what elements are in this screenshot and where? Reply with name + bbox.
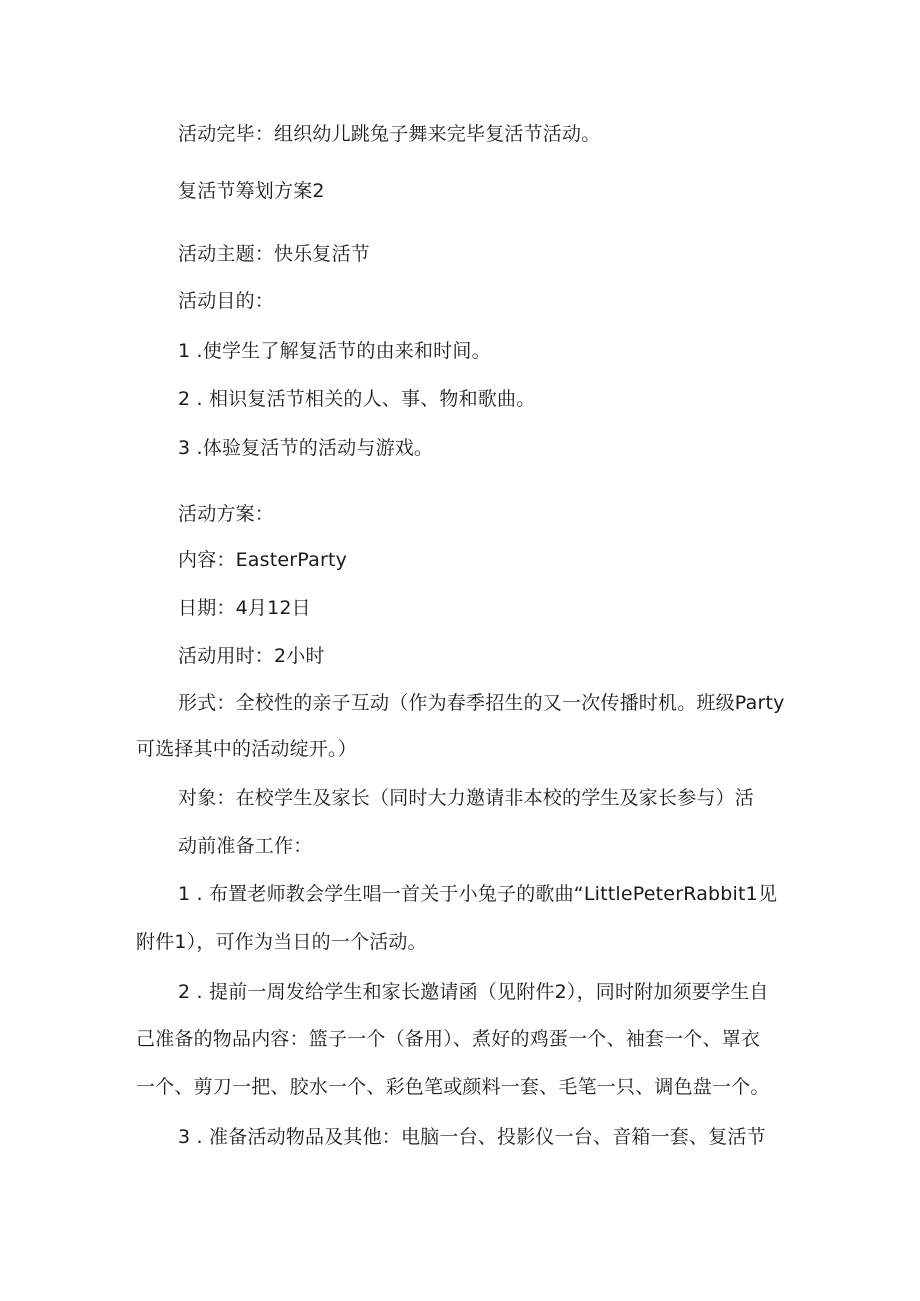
paragraph-activity-theme: 活动主题：快乐复活节 — [178, 243, 371, 265]
list-item-preparation-1-continued: 附件1），可作为当日的一个活动。 — [136, 931, 427, 953]
list-item-goal-3: 3 .体验复活节的活动与游戏。 — [178, 437, 434, 459]
paragraph-activity-goals: 活动目的： — [178, 290, 275, 312]
list-item-goal-1: 1 .使学生了解复活节的由来和时间。 — [178, 340, 491, 362]
paragraph-audience: 对象：在校学生及家长（同时大力邀请非本校的学生及家长参与）活 — [178, 787, 755, 809]
paragraph-content: 内容：EasterParty — [178, 549, 348, 571]
list-item-preparation-3: 3 . 准备活动物品及其他：电脑一台、投影仪一台、音箱一套、复活节 — [178, 1126, 766, 1148]
list-item-goal-2: 2 . 相识复活节相关的人、事、物和歌曲。 — [178, 388, 536, 410]
list-item-preparation-1: 1 . 布置老师教会学生唱一首关于小兔子的歌曲“LittlePeterRabbit1见 — [178, 883, 778, 905]
list-item-preparation-2-continued-a: 己准备的物品内容：篮子一个（备用）、煮好的鸡蛋一个、袖套一个、罩衣 — [136, 1028, 761, 1050]
paragraph-activity-plan: 活动方案： — [178, 503, 275, 525]
paragraph-activity-end: 活动完毕：组织幼儿跳兔子舞来完毕复活节活动。 — [178, 123, 601, 145]
section-heading-plan-2: 复活节筹划方案2 — [178, 180, 325, 202]
list-item-preparation-2-continued-b: 一个、剪刀一把、胶水一个、彩色笔或颜料一套、毛笔一只、调色盘一个。 — [136, 1076, 770, 1098]
paragraph-duration: 活动用时：2小时 — [178, 645, 325, 667]
paragraph-format: 形式：全校性的亲子互动（作为春季招生的又一次传播时机。班级Party — [178, 692, 785, 714]
paragraph-date: 日期：4月12日 — [178, 597, 311, 619]
paragraph-format-continued: 可选择其中的活动绽开。） — [136, 738, 357, 760]
paragraph-preparation-heading: 动前准备工作： — [178, 835, 313, 857]
list-item-preparation-2: 2 . 提前一周发给学生和家长邀请函（见附件2），同时附加须要学生自 — [178, 981, 769, 1003]
